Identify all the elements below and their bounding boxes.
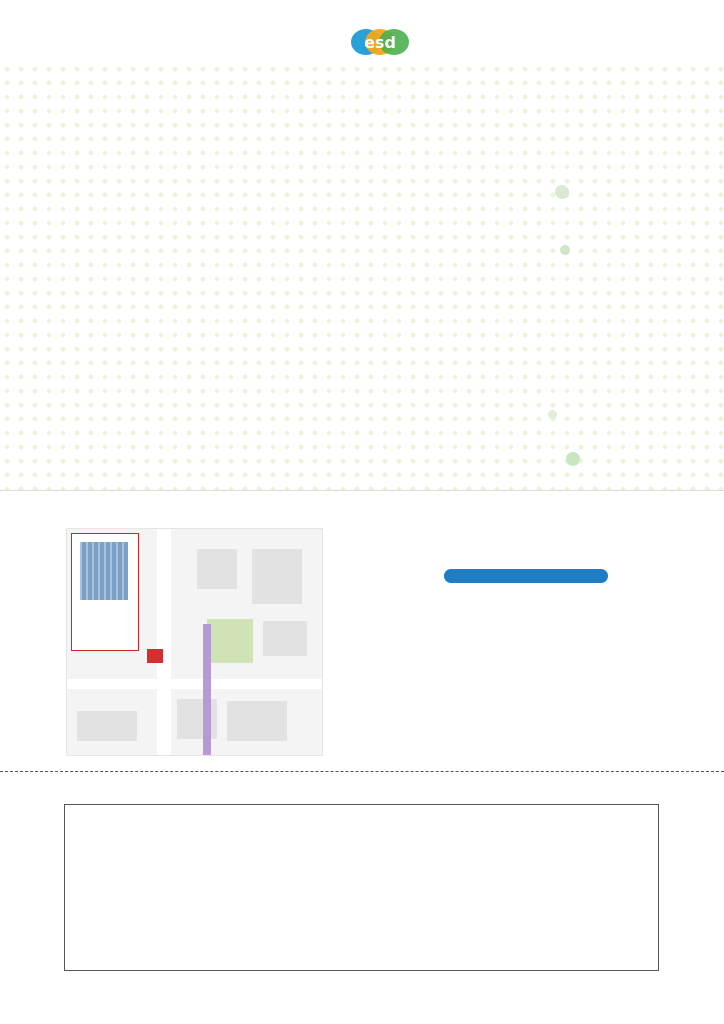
map-block bbox=[252, 549, 302, 604]
map-block bbox=[197, 549, 237, 589]
time-schedule bbox=[74, 80, 554, 85]
map-block bbox=[177, 699, 217, 739]
esd-logo-icon bbox=[350, 26, 410, 58]
subway-line bbox=[203, 624, 211, 755]
svg-text:esd: esd bbox=[364, 33, 396, 52]
section-divider bbox=[0, 490, 724, 491]
registration-form bbox=[64, 804, 659, 971]
dotted-background bbox=[0, 62, 724, 490]
decorative-bubble bbox=[560, 245, 570, 255]
decorative-bubble bbox=[566, 452, 580, 466]
map-block bbox=[77, 711, 137, 741]
map-block bbox=[207, 619, 253, 663]
map-block bbox=[157, 529, 171, 755]
access-map bbox=[66, 528, 323, 756]
decorative-bubble bbox=[548, 410, 557, 419]
map-block bbox=[67, 679, 322, 689]
decorative-bubble bbox=[555, 185, 569, 199]
venue-marker bbox=[147, 649, 163, 663]
venue-card bbox=[71, 533, 139, 651]
header bbox=[350, 24, 710, 66]
sdgs-panel bbox=[342, 542, 662, 748]
map-block bbox=[227, 701, 287, 741]
map-block bbox=[263, 621, 307, 656]
building-photo bbox=[80, 542, 128, 600]
cut-line bbox=[0, 771, 724, 772]
sdgs-banner bbox=[444, 569, 608, 583]
